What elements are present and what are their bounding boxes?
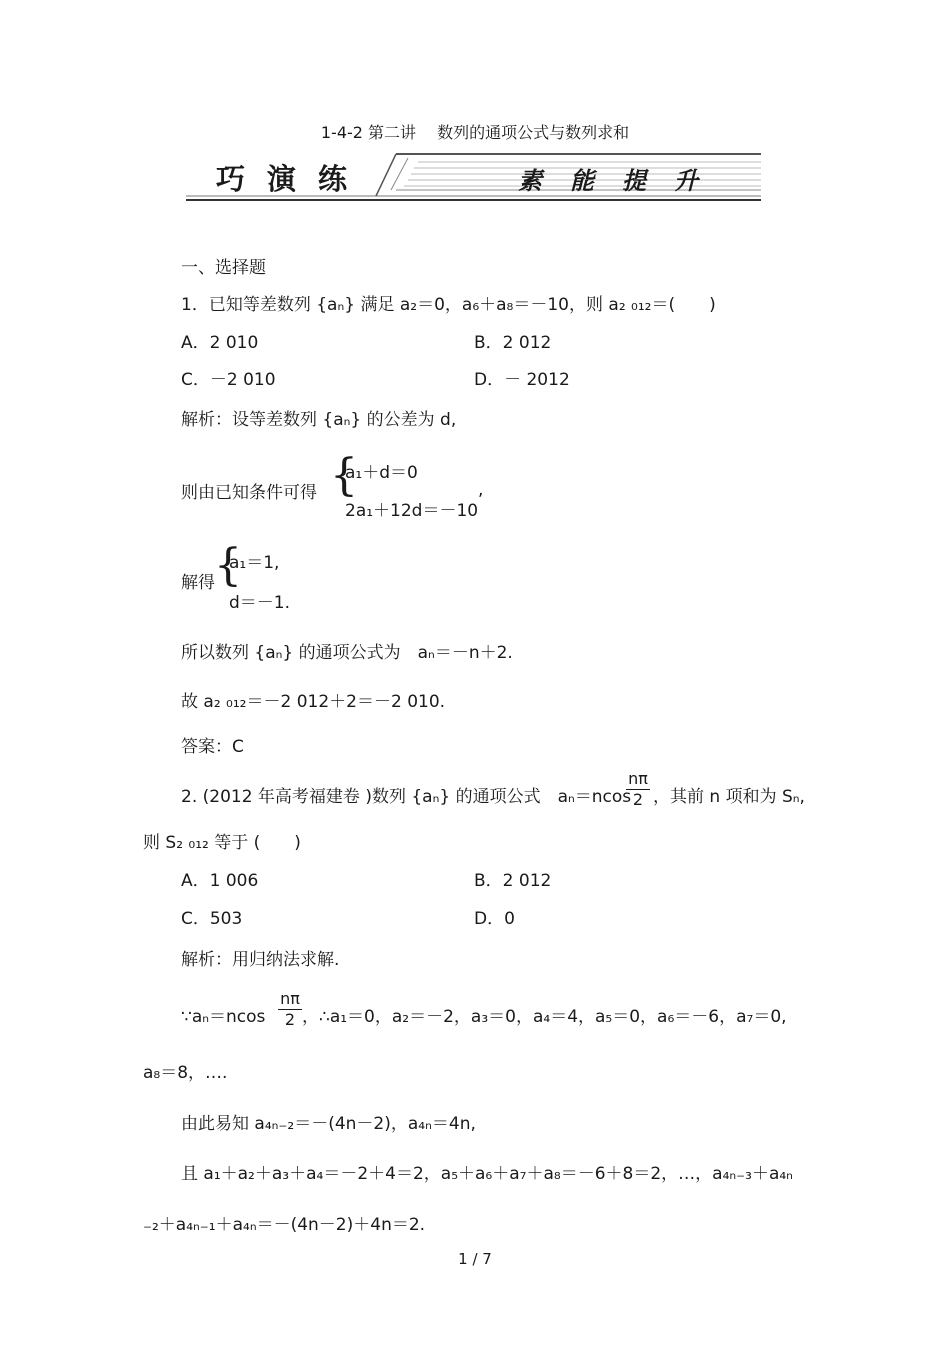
- q1-answer: 答案：C: [181, 737, 244, 757]
- q2-option-c: C．503: [181, 909, 243, 929]
- q2-option-b: B．2 012: [474, 871, 552, 891]
- q1-analysis-intro: 解析：设等差数列 {aₙ} 的公差为 d,: [181, 410, 457, 430]
- q2-stem-line2: 则 S₂ ₀₁₂ 等于 ( ): [143, 833, 301, 853]
- q1-condition-label: 则由已知条件可得: [181, 483, 317, 503]
- q2-since-line2: a₈＝8，….: [143, 1063, 228, 1083]
- q2-frac-num: nπ: [628, 769, 648, 788]
- q1-stem: 1．已知等差数列 {aₙ} 满足 a₂＝0，a₆＋a₈＝－10，则 a₂ ₀₁₂＝( ): [181, 295, 716, 315]
- section-banner: [186, 152, 761, 204]
- q2-fraction: [626, 771, 650, 808]
- q1-option-a: A．2 010: [181, 333, 259, 353]
- q2-easily-known: 由此易知 a₄ₙ₋₂＝－(4n－2)，a₄ₙ＝4n,: [181, 1114, 476, 1134]
- q2-sum-line1: 且 a₁＋a₂＋a₃＋a₄＝－2＋4＝2，a₅＋a₆＋a₇＋a₈＝－6＋8＝2，…，a₄ₙ₋₃＋a₄ₙ: [181, 1164, 793, 1184]
- q1-option-b: B．2 012: [474, 333, 552, 353]
- q1-system2-eq2: d＝－1.: [229, 593, 291, 613]
- q1-solve-label: 解得: [181, 573, 215, 593]
- q1-system1-eq2: 2a₁＋12d＝－10: [345, 501, 479, 521]
- q2-since-fraction: [278, 991, 302, 1028]
- page-title: 1-4-2 第二讲 数列的通项公式与数列求和: [320, 123, 630, 142]
- q2-since-frac-num: nπ: [280, 989, 300, 1008]
- q1-therefore: 故 a₂ ₀₁₂＝－2 012＋2＝－2 010.: [181, 692, 446, 712]
- q1-general-term: 所以数列 {aₙ} 的通项公式为 aₙ＝－n＋2.: [181, 643, 513, 663]
- banner-left-text: 巧演练: [216, 162, 370, 196]
- q1-option-d: D．－ 2012: [474, 370, 570, 390]
- q1-system2-eq1: a₁＝1,: [229, 553, 280, 573]
- q2-since-part1: ∵aₙ＝ncos: [181, 1007, 266, 1027]
- q2-option-d: D．0: [474, 909, 515, 929]
- q1-option-c: C．－2 010: [181, 370, 276, 390]
- q2-sum-line2: ₋₂＋a₄ₙ₋₁＋a₄ₙ＝－(4n－2)＋4n＝2.: [143, 1215, 426, 1235]
- q2-stem-part2: ，其前 n 项和为 Sₙ,: [653, 787, 805, 807]
- q2-stem-part1: 2. (2012 年高考福建卷 )数列 {aₙ} 的通项公式 aₙ＝ncos: [181, 787, 632, 807]
- q2-option-a: A．1 006: [181, 871, 259, 891]
- q2-frac-den: 2: [632, 790, 644, 809]
- q1-system1-tail: ,: [478, 480, 484, 500]
- q2-analysis-intro: 解析：用归纳法求解.: [181, 950, 340, 970]
- banner-right-text: 素能提升: [518, 166, 726, 195]
- section-heading: 一、选择题: [181, 258, 266, 278]
- q2-since-frac-den: 2: [284, 1010, 296, 1029]
- q1-system1-eq1: a₁＋d＝0: [345, 463, 418, 483]
- page-number: 1 / 7: [458, 1250, 492, 1268]
- left-brace-icon: {: [330, 450, 358, 501]
- left-brace-icon: {: [214, 540, 242, 591]
- q2-since-part2: ，∴a₁＝0，a₂＝－2，a₃＝0，a₄＝4，a₅＝0，a₆＝－6，a₇＝0,: [302, 1007, 787, 1027]
